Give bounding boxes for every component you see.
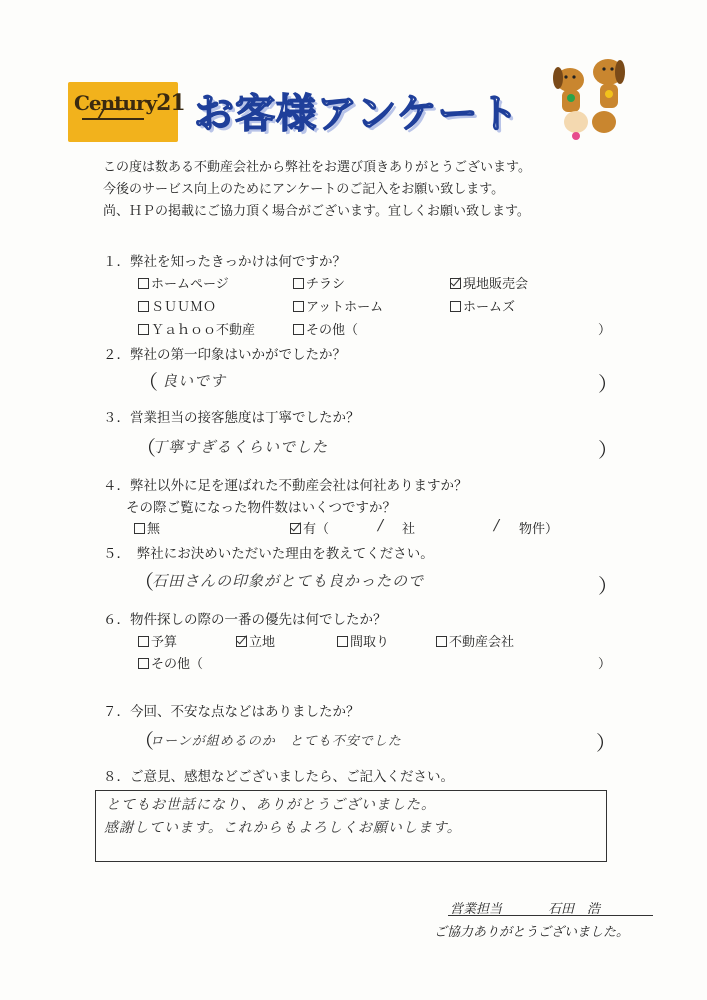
q1-other-close-paren: ） (598, 323, 612, 338)
q2-question: ２．弊社の第一印象はいかがでしたか？ (103, 347, 346, 363)
q3-open-paren: （ (136, 436, 156, 460)
checkbox[interactable] (450, 301, 461, 312)
checkbox[interactable] (293, 324, 304, 335)
q4-question: ４．弊社以外に足を運ばれた不動産会社は何社ありますか？ (103, 478, 468, 494)
q4-slash-1: / (378, 516, 385, 534)
q8-comment-line-2: 感謝しています。これからもよろしくお願いします。 (104, 820, 462, 836)
q4-company-unit: 社 (402, 522, 416, 537)
sales-rep-name: 石田 浩 (548, 902, 601, 917)
q5-answer[interactable]: 石田さんの印象がとても良かったので (152, 572, 425, 590)
q3-question: ３．営業担当の接客態度は丁寧でしたか？ (103, 410, 360, 426)
q6-question: ６．物件探しの際の一番の優先は何でしたか？ (103, 612, 387, 628)
checkbox[interactable] (138, 324, 149, 335)
q4-property-unit: 物件） (519, 522, 559, 537)
q7-question: ７．今回、不安な点などはありましたか？ (103, 704, 360, 720)
q6-option-budget[interactable]: 予算 (138, 631, 177, 650)
q8-question: ８．ご意見、感想などございましたら、ご記入ください。 (103, 769, 454, 785)
q6-other-close-paren: ） (598, 657, 612, 672)
q2-close-paren: ） (598, 372, 618, 396)
q4-subquestion: その際ご覧になった物件数はいくつですか？ (126, 500, 396, 516)
checkbox[interactable] (138, 278, 149, 289)
house-roof-icon (82, 118, 144, 132)
checkbox-checked[interactable] (236, 636, 247, 647)
q1-question: １．弊社を知ったきっかけは何ですか？ (103, 254, 346, 270)
q5-question: ５． 弊社にお決めいただいた理由を教えてください。 (103, 546, 434, 562)
q1-option-suumo[interactable]: ＳＵＵＭＯ (138, 296, 216, 315)
q7-open-paren: （ (134, 729, 154, 753)
logo-wordmark: Century21 (74, 90, 185, 116)
q4-slash-2: / (494, 516, 501, 534)
q1-option-homes[interactable]: ホームズ (450, 296, 515, 315)
sales-rep-label: 営業担当 (450, 902, 503, 917)
q1-option-homepage[interactable]: ホームページ (138, 273, 229, 292)
q1-option-open-house[interactable]: 現地販売会 (450, 273, 528, 292)
q4-option-none[interactable]: 無 (134, 518, 160, 537)
signature-line (448, 915, 653, 916)
q6-option-layout[interactable]: 間取り (337, 631, 389, 650)
checkbox[interactable] (337, 636, 348, 647)
q1-option-other[interactable]: その他（ (293, 319, 358, 338)
q2-answer[interactable]: 良いです (162, 372, 227, 390)
q1-option-yahoo[interactable]: Ｙａｈｏｏ不動産 (138, 319, 255, 338)
q1-option-flyer[interactable]: チラシ (293, 273, 345, 292)
checkbox[interactable] (138, 636, 149, 647)
intro-text: この度は数ある不動産会社から弊社をお選び頂きありがとうございます。 今後のサービス向上のためにアンケートのご記入をお願い致します。 尚、ＨＰの掲載にご協力頂く場合がございます。宜しくお願い致します。 (103, 160, 531, 219)
page-title: お客様アンケート (194, 91, 520, 137)
checkbox[interactable] (293, 278, 304, 289)
q5-close-paren: ） (598, 574, 618, 598)
q7-close-paren: ） (596, 731, 616, 755)
checkbox[interactable] (138, 658, 149, 669)
checkbox-checked[interactable] (450, 278, 461, 289)
q1-option-athome[interactable]: アットホーム (293, 296, 383, 315)
checkbox-checked[interactable] (290, 523, 301, 534)
checkbox[interactable] (436, 636, 447, 647)
q5-open-paren: （ (134, 570, 154, 594)
q6-option-agency[interactable]: 不動産会社 (436, 631, 514, 650)
q3-answer[interactable]: 丁寧すぎるくらいでした (152, 438, 329, 456)
q6-option-location[interactable]: 立地 (236, 631, 275, 650)
q2-open-paren: （ (138, 370, 158, 394)
checkbox[interactable] (138, 301, 149, 312)
century21-logo (68, 82, 185, 142)
q6-option-other[interactable]: その他（ (138, 653, 203, 672)
q8-comment-line-1: とてもお世話になり、ありがとうございました。 (106, 797, 436, 813)
q3-close-paren: ） (598, 438, 618, 462)
checkbox[interactable] (134, 523, 145, 534)
dog-mascot-icon (540, 50, 630, 145)
thanks-text: ご協力ありがとうございました。 (434, 925, 630, 940)
checkbox[interactable] (293, 301, 304, 312)
q4-option-yes[interactable]: 有（ (290, 518, 329, 537)
q7-answer[interactable]: ローンが組めるのか とても不安でした (150, 734, 402, 749)
